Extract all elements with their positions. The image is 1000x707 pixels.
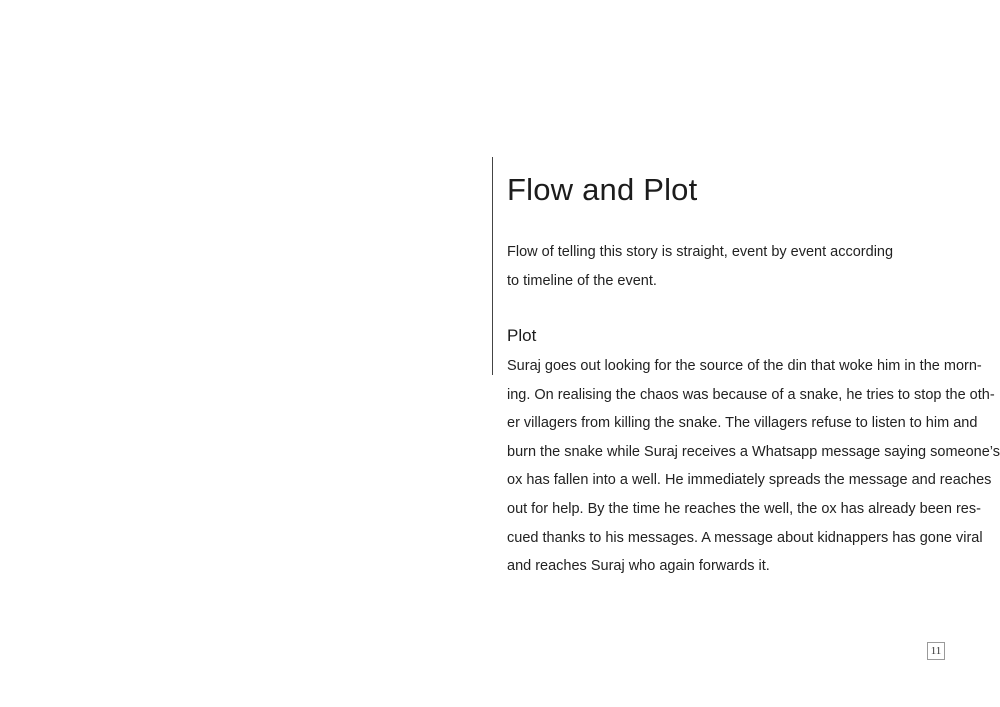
plot-heading: Plot: [507, 326, 537, 345]
plot-line: ing. On realising the chaos was because of a snake, he tries to stop the oth-: [507, 386, 995, 403]
plot-line: er villagers from killing the snake. The villagers refuse to listen to him and: [507, 415, 978, 432]
plot-line: out for help. By the time he reaches the well, the ox has already been res-: [507, 500, 981, 517]
plot-line: and reaches Suraj who again forwards it.: [507, 558, 770, 575]
flow-paragraph: Flow of telling this story is straight, event by event according to timeline of the event.: [507, 244, 894, 289]
page-title: Flow and Plot: [507, 172, 698, 207]
plot-line: burn the snake while Suraj receives a Whatsapp message saying someone’s: [507, 443, 1000, 460]
plot-line: Suraj goes out looking for the source of the din that woke him in the morn-: [507, 358, 982, 374]
page-number: 11: [927, 642, 945, 660]
plot-paragraph: [507, 352, 1000, 581]
vertical-rule: [492, 157, 493, 375]
plot-line: ox has fallen into a well. He immediately spreads the message and reaches: [507, 472, 992, 489]
plot-line: cued thanks to his messages. A message about kidnappers has gone viral: [507, 529, 983, 546]
